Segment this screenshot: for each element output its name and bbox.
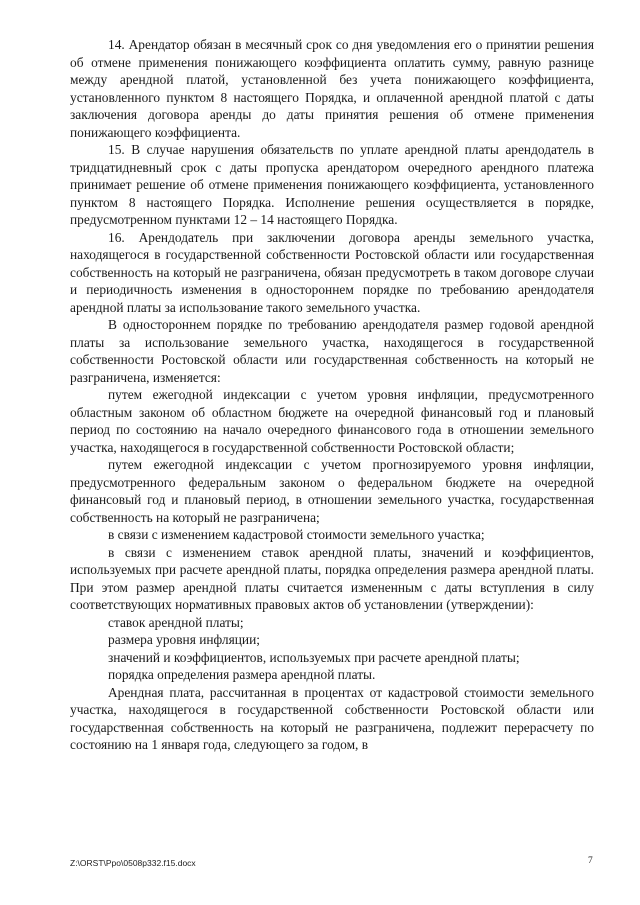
paragraph-indexation-federal: путем ежегодной индексации с учетом прогнозируемого уровня инфляции, предусмотренного федеральным законом о федеральном бюджете на очередной финансовый год и плановый период, в отношении земельного участка, государственная собственность на который не разграничена;: [70, 457, 594, 525]
paragraph-recalculation: Арендная плата, рассчитанная в процентах от кадастровой стоимости земельного участка, находящегося в государственной собственности Ростовской области или государственная собственность на который не разграничена, подлежит перерасчету по состоянию на 1 января года, следующего за годом, в: [70, 684, 594, 752]
list-item-inflation: размера уровня инфляции;: [108, 632, 260, 647]
paragraph-16: 16. Арендодатель при заключении договора аренды земельного участка, находящегося в государственной собственности Ростовской области или государственная собственность на который не разграничена, обязан предусмотреть в таком договоре случаи и периодичность изменения в одностороннем порядке по требованию арендодателя арендной платы за использование такого земельного участка.: [70, 229, 594, 315]
paragraph-15: 15. В случае нарушения обязательств по уплате арендной платы арендодатель в тридцатидневный срок с даты пропуска арендатором очередного арендного платежа принимает решение об отмене применения понижающего коэффициента, установленного пунктом 8 настоящего Порядка. Исполнение решения осуществляется в порядке, предусмотренном пунктами 12 – 14 настоящего Порядка.: [70, 142, 594, 227]
list-item-rates: ставок арендной платы;: [108, 614, 244, 630]
list-item-coefficients: значений и коэффициентов, используемых при расчете арендной платы;: [108, 649, 520, 665]
footer-file-path: Z:\ORST\Ppo\0508p332.f15.docx: [70, 858, 196, 868]
page-number: 7: [588, 856, 593, 866]
paragraph-14: 14. Арендатор обязан в месячный срок со дня уведомления его о принятии решения об отмене применения понижающего коэффициента оплатить сумму, равную разнице между арендной платой, установленной без учета понижающего коэффициента, установленного пунктом 8 настоящего Порядка, и оплаченной арендной платой с даты заключения договора аренды до даты принятия решения об отмене применения понижающего коэффициента.: [70, 37, 594, 140]
paragraph-indexation-regional: путем ежегодной индексации с учетом уровня инфляции, предусмотренного областным законом об областном бюджете на очередной финансовый год и плановый период по состоянию на начало очередного финансового года в отношении земельного участка, находящегося в государственной собственности Ростовской области;: [70, 387, 594, 455]
paragraph-cadastral-change: в связи с изменением кадастровой стоимости земельного участка;: [108, 527, 485, 542]
document-body: [70, 36, 594, 754]
list-item-procedure: порядка определения размера арендной платы.: [108, 667, 376, 682]
paragraph-unilateral-change: В одностороннем порядке по требованию арендодателя размер годовой арендной платы за использование земельного участка, находящегося в государственной собственности Ростовской области или государственная собственность на который не разграничена, изменяется:: [70, 317, 594, 385]
paragraph-rates-change: в связи с изменением ставок арендной платы, значений и коэффициентов, используемых при расчете арендной платы, порядка определения размера арендной платы. При этом размер арендной платы считается измененным с даты вступления в силу соответствующих нормативных правовых актов об установлении (утверждении):: [70, 544, 594, 612]
